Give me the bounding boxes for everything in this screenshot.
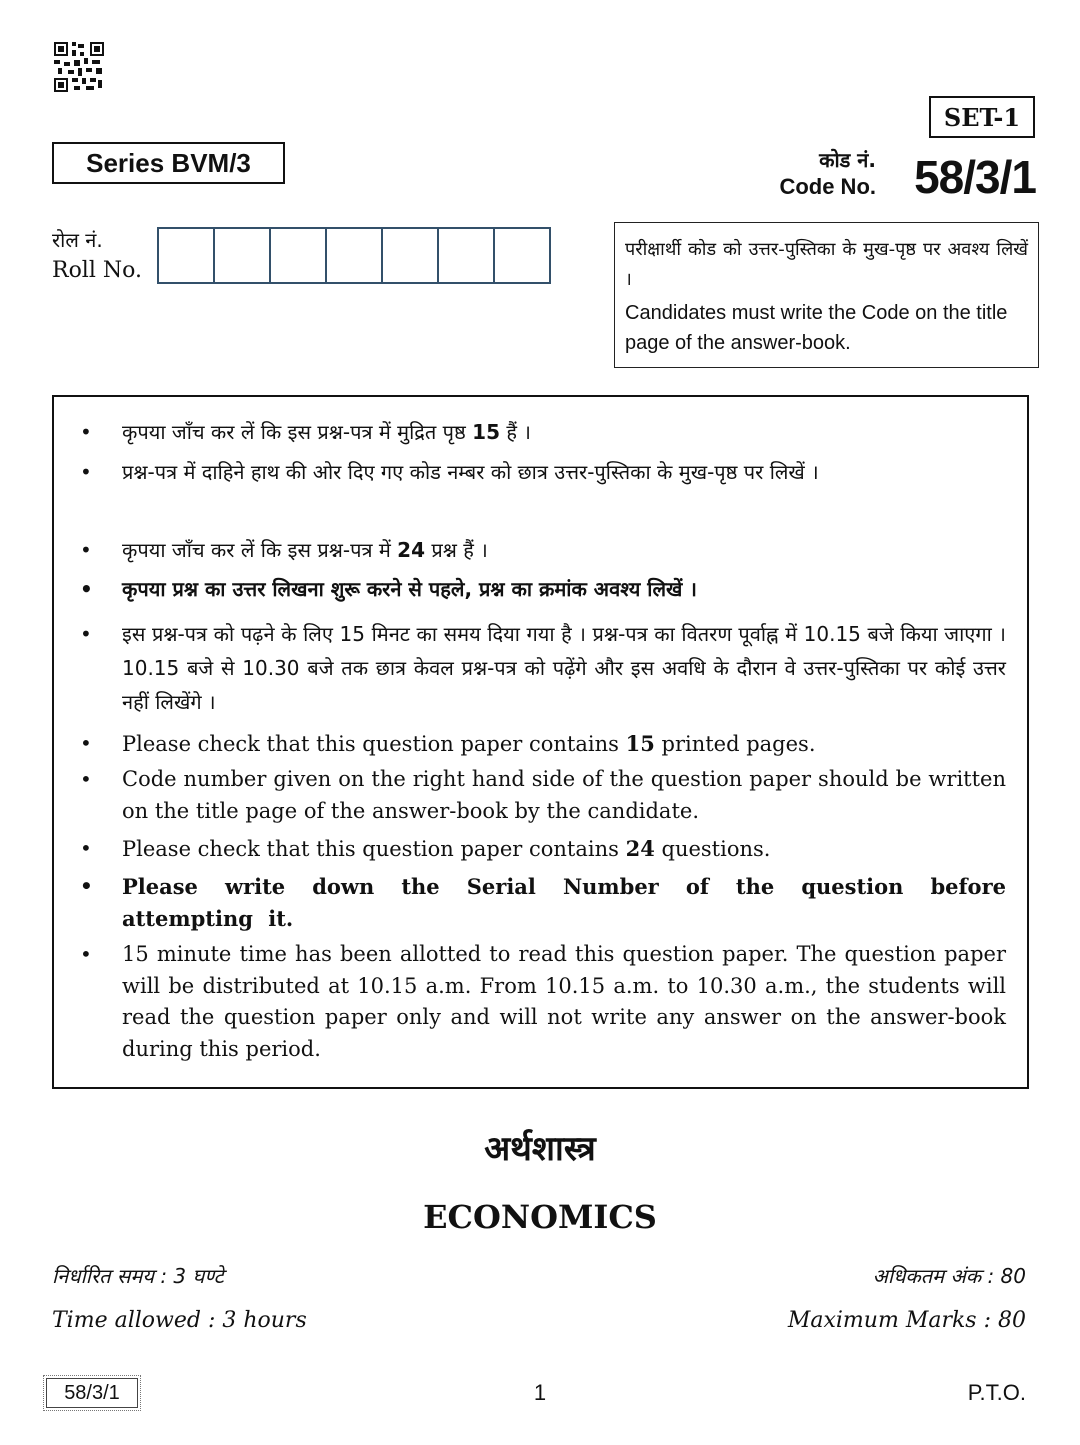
instruction-item: • Please check that this question paper contains 24 questions. [80,836,771,861]
code-label-hindi: कोड नं. [819,148,876,172]
pto-label: P.T.O. [967,1380,1026,1405]
instruction-item: • कृपया जाँच कर लें कि इस प्रश्न-पत्र में 24 प्रश्न हैं । [80,538,488,562]
notice-english: Candidates must write the Code on the title page of the answer-book. [625,302,1008,354]
roll-digit-box[interactable] [495,229,549,282]
qr-code-icon [54,42,104,92]
roll-label-hindi: रोल नं. [52,228,103,252]
time-allowed-english: Time allowed : 3 hours [52,1308,307,1333]
maximum-marks-hindi: अधिकतम अंक : 80 [872,1264,1026,1288]
roll-digit-box[interactable] [327,229,383,282]
roll-digit-box[interactable] [271,229,327,282]
instruction-item: • इस प्रश्न-पत्र को पढ़ने के लिए 15 मिनट का समय दिया गया है । प्रश्न-पत्र का वितरण पूर्वाह्न में 10.15 बजे किया जाएगा । 10.15 बजे से 10.30 बजे तक छात्र केवल प्रश्न-पत्र को पढ़ेंगे और इस अवधि के दौरान वे उत्तर-पुस्तिका पर कोई उत्तर नहीं लिखेंगे । [80,622,1006,714]
time-allowed-hindi: निर्धारित समय : 3 घण्टे [52,1264,224,1288]
subject-title-english: ECONOMICS [423,1198,657,1236]
page-number: 1 [533,1380,547,1405]
series-label: Series BVM/3 [52,142,285,184]
code-number: 58/3/1 [914,151,1036,203]
instruction-item: • कृपया जाँच कर लें कि इस प्रश्न-पत्र में मुद्रित पृष्ठ 15 हैं । [80,420,531,444]
instruction-item: • Code number given on the right hand side of the question paper should be written on the title page of the answer-book by the candidate. [80,767,1006,823]
code-label-english: Code No. [779,174,876,199]
instruction-item: • प्रश्न-पत्र में दाहिने हाथ की ओर दिए गए कोड नम्बर को छात्र उत्तर-पुस्तिका के मुख-पृष्ठ पर लिखें । [80,460,819,484]
roll-digit-box[interactable] [159,229,215,282]
roll-digit-box[interactable] [439,229,495,282]
roll-digit-box[interactable] [383,229,439,282]
roll-label-english: Roll No. [52,258,142,283]
instructions-box [52,395,1029,1089]
instruction-item: • Please write down the Serial Number of the question before attempting it. [80,874,1006,931]
footer-code: 58/3/1 [46,1378,138,1408]
maximum-marks-english: Maximum Marks : 80 [787,1308,1026,1333]
instruction-item: • कृपया प्रश्न का उत्तर लिखना शुरू करने से पहले, प्रश्न का क्रमांक अवश्य लिखें । [80,577,697,601]
instruction-item: • 15 minute time has been allotted to read this question paper. The question paper will be distributed at 10.15 a.m. From 10.15 a.m. to 10.30 a.m., the students will read the question paper only and will not write any answer on the answer-book during this period. [80,942,1006,1061]
notice-hindi: परीक्षार्थी कोड को उत्तर-पुस्तिका के मुख-पृष्ठ पर अवश्य लिखें । [625,239,1028,290]
subject-title-hindi: अर्थशास्त्र [484,1129,596,1169]
roll-digit-box[interactable] [215,229,271,282]
code-notice-box [614,222,1039,368]
instruction-item: • Please check that this question paper contains 15 printed pages. [80,731,816,756]
roll-number-boxes[interactable] [157,227,551,284]
set-label: SET-1 [929,96,1035,138]
